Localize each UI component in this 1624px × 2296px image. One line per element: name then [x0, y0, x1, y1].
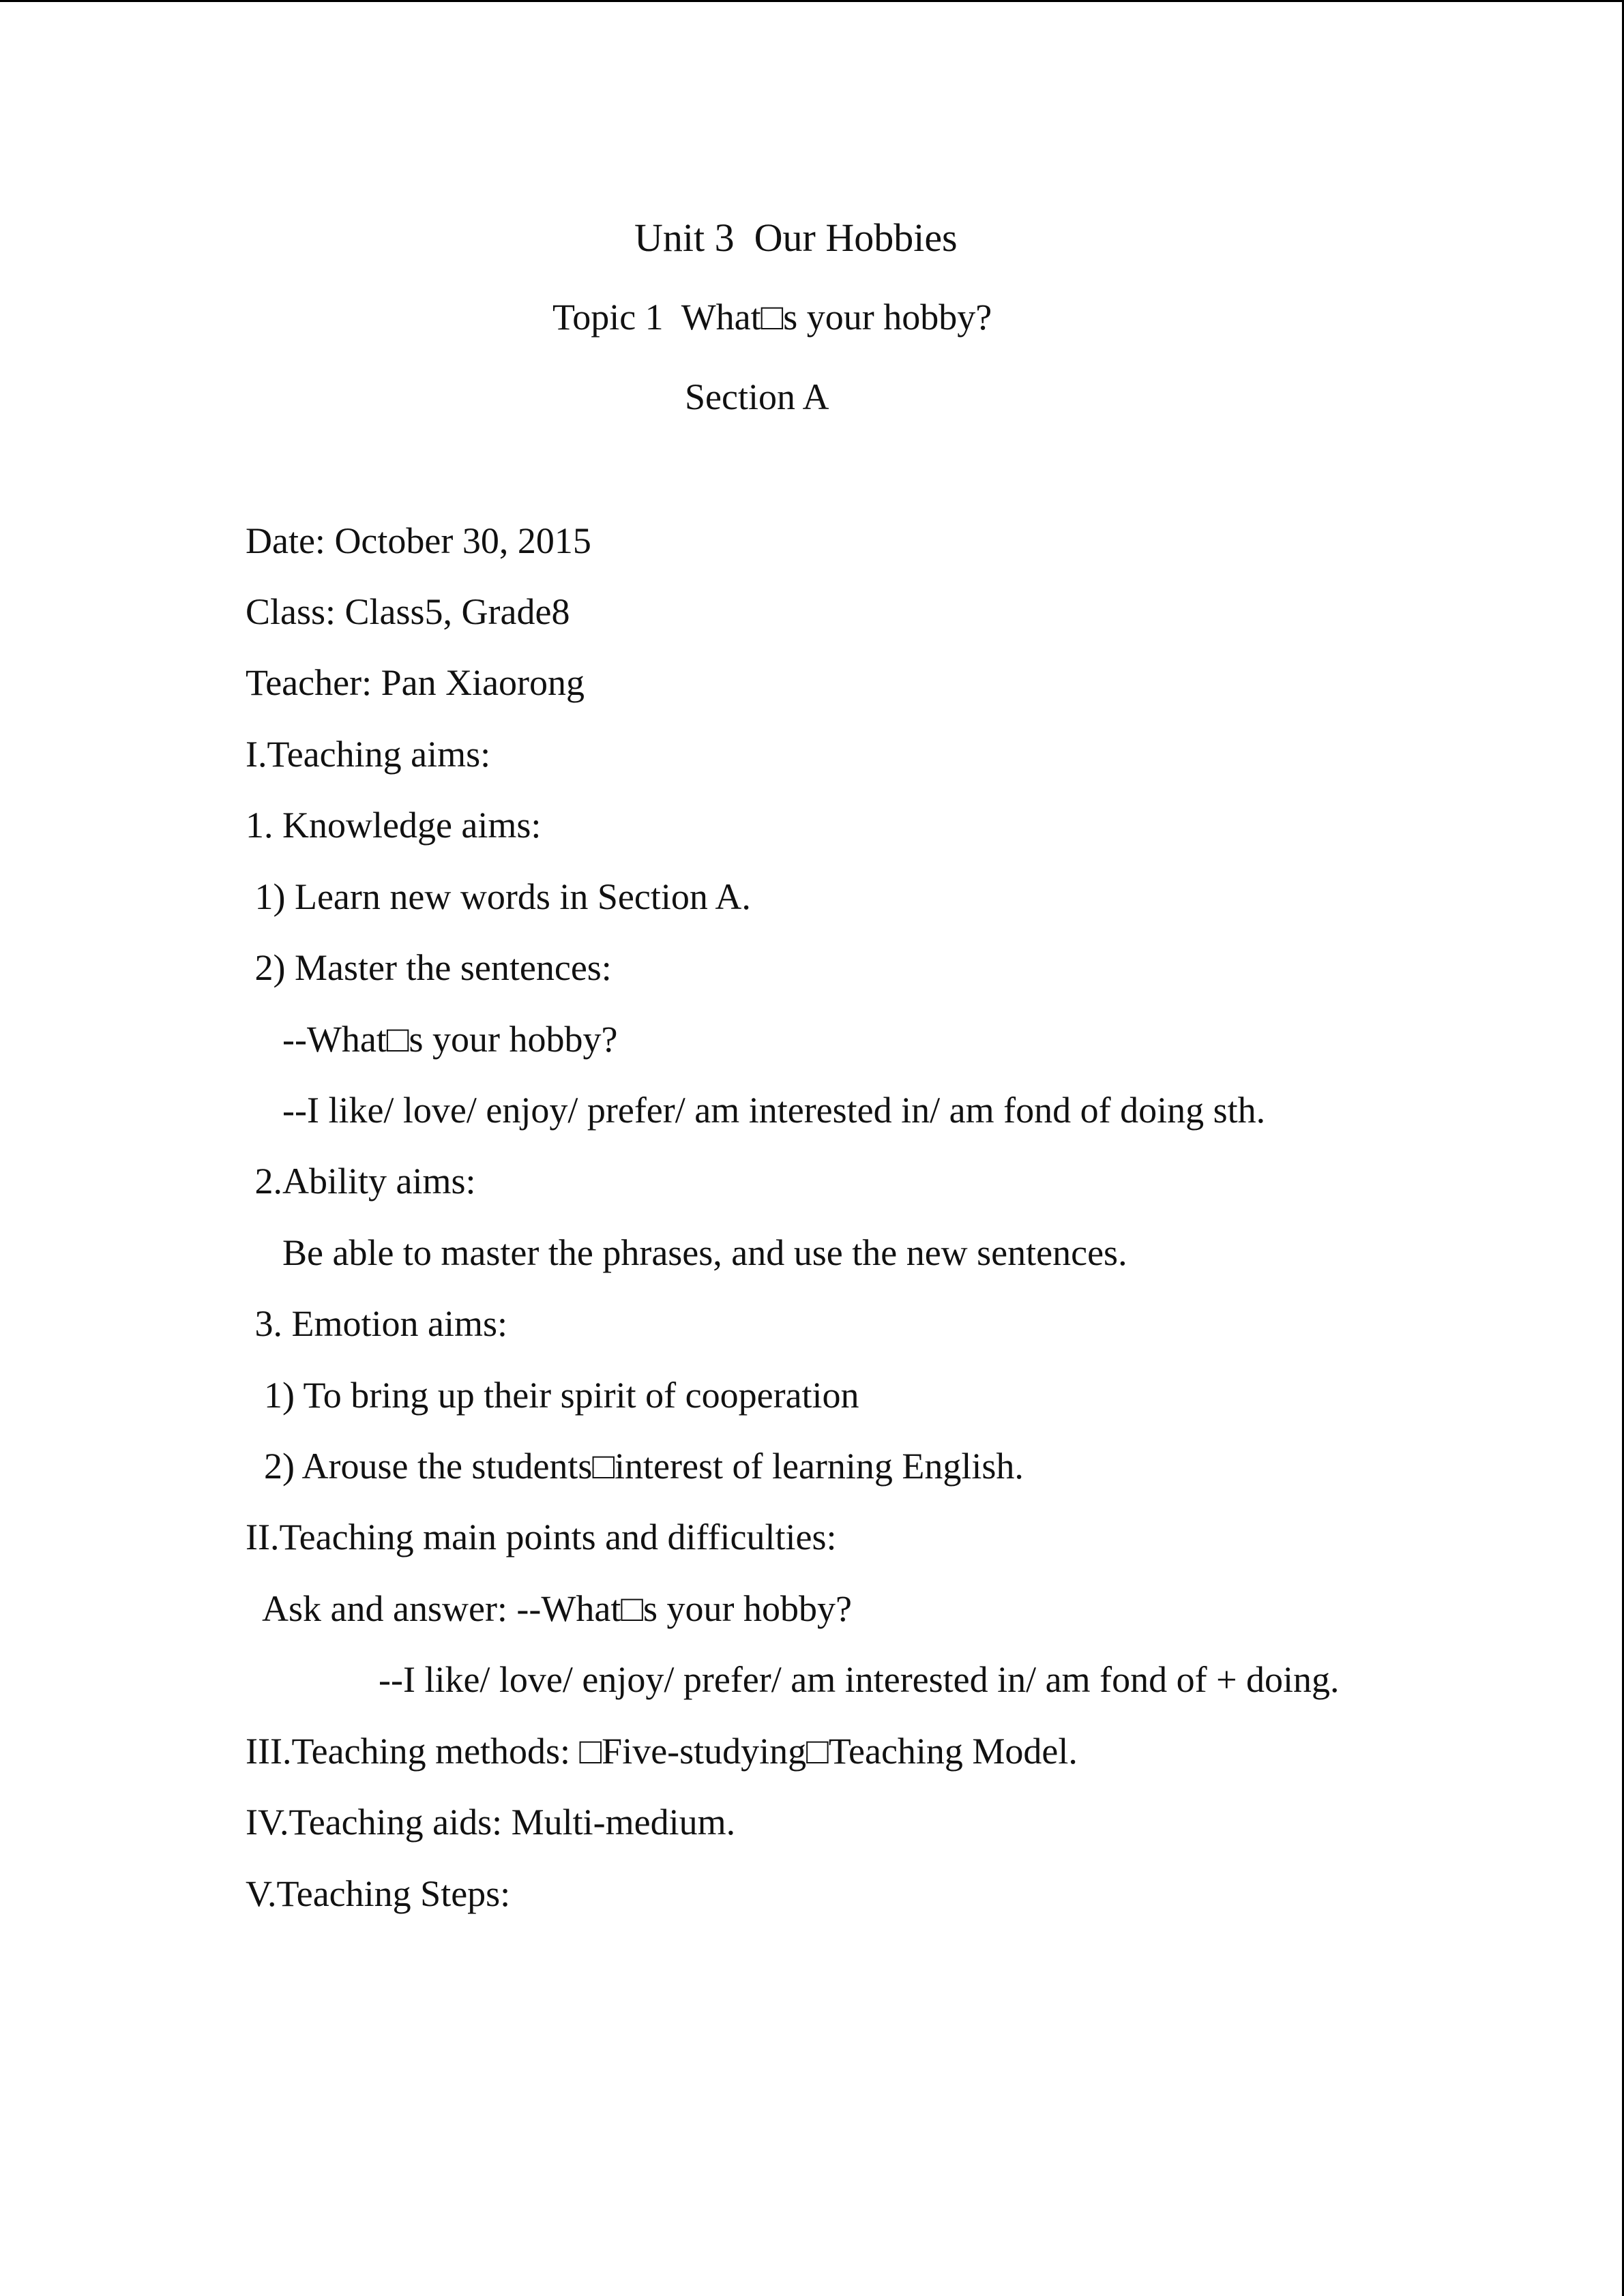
ability-aims-heading: 2.Ability aims:	[246, 1161, 476, 1202]
emotion-aims-heading: 3. Emotion aims:	[246, 1303, 507, 1344]
ability-aims-text: Be able to master the phrases, and use the new sentences.	[246, 1232, 1127, 1273]
main-points-heading: II.Teaching main points and difficulties:	[246, 1517, 837, 1557]
sentence-answer: --I like/ love/ enjoy/ prefer/ am interested in/ am fond of doing sth.	[246, 1090, 1266, 1131]
teaching-aims-heading: I.Teaching aims:	[246, 734, 491, 775]
topic-title: Topic 1 What□s your hobby?	[552, 297, 992, 338]
emotion-aim-item-2: 2) Arouse the students□interest of learning English.	[246, 1446, 1024, 1487]
knowledge-aim-item-1: 1) Learn new words in Section A.	[246, 876, 751, 917]
knowledge-aim-item-2: 2) Master the sentences:	[246, 947, 612, 988]
teacher-line: Teacher: Pan Xiaorong	[246, 662, 585, 703]
class-line: Class: Class5, Grade8	[246, 591, 570, 632]
teaching-aids-line: IV.Teaching aids: Multi-medium.	[246, 1802, 736, 1843]
emotion-aim-item-1: 1) To bring up their spirit of cooperation	[246, 1375, 859, 1416]
date-line: Date: October 30, 2015	[246, 520, 591, 561]
section-title: Section A	[685, 376, 829, 417]
teaching-steps-line: V.Teaching Steps:	[246, 1873, 511, 1914]
knowledge-aims-heading: 1. Knowledge aims:	[246, 805, 542, 846]
main-points-line-2: --I like/ love/ enjoy/ prefer/ am interested in/ am fond of + doing.	[379, 1659, 1340, 1700]
main-points-line-1: Ask and answer: --What□s your hobby?	[246, 1588, 852, 1629]
teaching-methods-line: III.Teaching methods: □Five-studying□Teaching Model.	[246, 1731, 1078, 1772]
unit-title: Unit 3 Our Hobbies	[634, 215, 958, 260]
sentence-question: --What□s your hobby?	[246, 1019, 618, 1060]
